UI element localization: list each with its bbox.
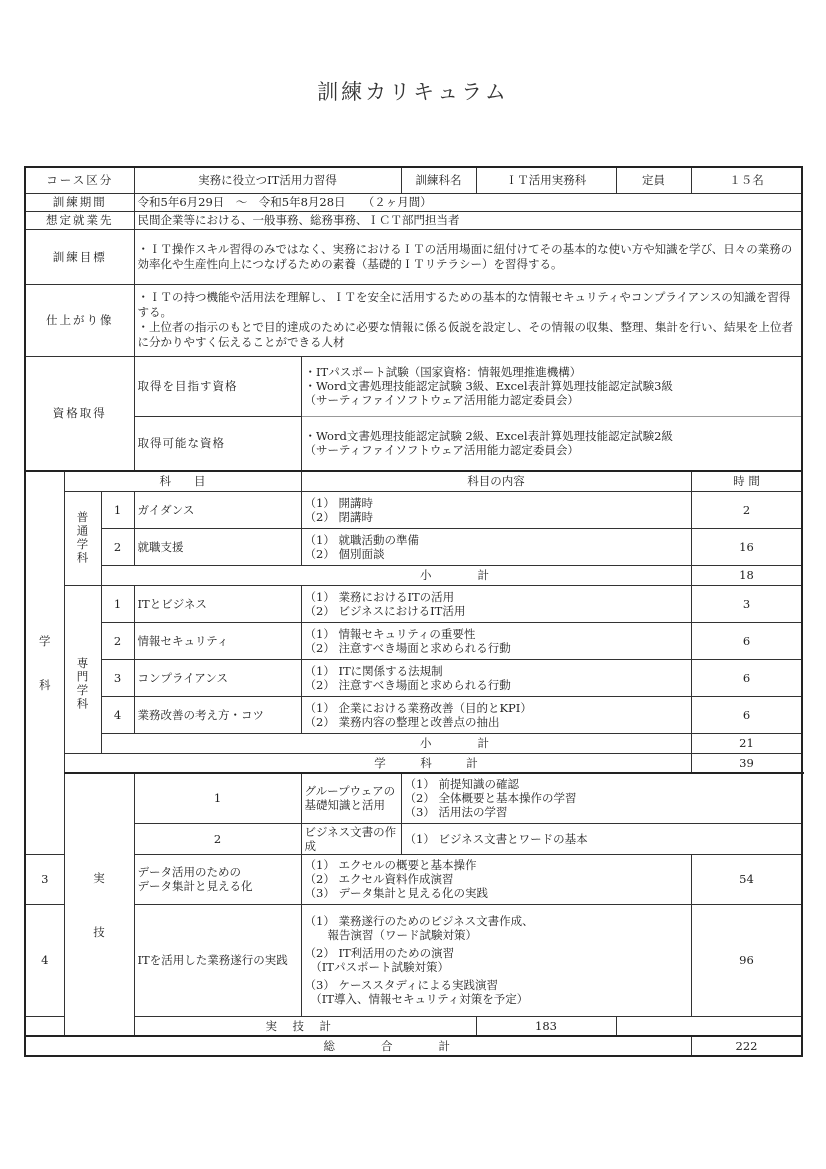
course-name-value: ＩＴ活用実務科 <box>476 167 616 193</box>
target-jobs-label: 想定就業先 <box>25 211 134 229</box>
course-category-label: コース区分 <box>25 167 134 193</box>
capacity-value: １５名 <box>691 167 802 193</box>
item-contents <box>301 622 691 659</box>
qualification-line: （サーティファイソフトウェア活用能力認定委員会） <box>304 443 579 458</box>
item-hours: 54 <box>691 854 802 904</box>
item-number: 4 <box>101 696 134 733</box>
content-line: （2） 個別面談 <box>304 546 385 561</box>
grand-total-value: 222 <box>691 1036 802 1056</box>
specialized-subtotal-value: 21 <box>691 733 802 753</box>
item-name: コンプライアンス <box>134 659 301 696</box>
qualification-possible-label: 取得可能な資格 <box>134 416 301 471</box>
content-line: （1） 就職活動の準備 <box>304 532 419 547</box>
item-name: データ活用のための データ集計と見える化 <box>134 854 301 904</box>
practical-label-char: 技 <box>93 924 105 939</box>
item-name: グループウェアの 基礎知識と活用 <box>301 773 401 823</box>
subject-header: 科 目 <box>64 471 301 491</box>
outcome-line: ・ＩＴの持つ機能や活用法を理解し、ＩＴを安全に活用するための基本的な情報セキュリティやコンプライアンスの知識を習得する。 <box>137 290 791 319</box>
qualifications-label: 資格取得 <box>25 356 134 471</box>
content-line: （1） ビジネス文書とワードの基本 <box>404 831 588 846</box>
content-line: （3） 活用法の学習 <box>404 805 508 820</box>
content-line: （1） 情報セキュリティの重要性 <box>304 626 476 641</box>
item-number: 1 <box>101 491 134 528</box>
item-hours: 3 <box>691 585 802 622</box>
item-contents <box>301 696 691 733</box>
item-number: 1 <box>134 773 301 823</box>
qualification-target-label: 取得を目指す資格 <box>134 356 301 416</box>
item-name: 就職支援 <box>134 528 301 565</box>
content-line: （3） データ集計と見える化の実践 <box>304 886 488 900</box>
specialized-label <box>64 585 101 753</box>
content-line: （2） 注意すべき場面と求められる行動 <box>304 640 511 655</box>
item-contents <box>401 773 802 823</box>
specialized-item-row <box>25 585 802 622</box>
qualification-target-row <box>25 356 802 416</box>
outcome-row <box>25 284 802 356</box>
practical-total-row <box>25 1016 802 1036</box>
practical-total-value: 183 <box>476 1016 616 1036</box>
academic-label-char: 学 <box>39 633 51 648</box>
qualification-possible-value <box>301 416 802 471</box>
period-row <box>25 193 802 211</box>
item-number: 2 <box>101 622 134 659</box>
content-line: （3） ケーススタディによる実践演習 （IT導入、情報セキュリティ対策を予定） <box>304 978 529 1006</box>
item-contents <box>301 491 691 528</box>
content-line: （2） 閉講時 <box>304 509 373 524</box>
practical-item-row <box>25 823 802 854</box>
item-name: 情報セキュリティ <box>134 622 301 659</box>
content-line: （2） 注意すべき場面と求められる行動 <box>304 677 511 692</box>
item-contents <box>301 854 691 904</box>
item-number: 2 <box>101 528 134 565</box>
practical-item-row <box>25 854 802 904</box>
item-contents <box>301 528 691 565</box>
period-label: 訓練期間 <box>25 193 134 211</box>
item-contents <box>301 904 691 1016</box>
item-name: ビジネス文書の作成 <box>301 823 401 854</box>
academic-total-value: 39 <box>691 753 802 773</box>
content-line: （1） 業務におけるITの活用 <box>304 589 455 604</box>
academic-label-char: 科 <box>39 677 51 692</box>
practical-label <box>64 773 134 1036</box>
item-number: 1 <box>101 585 134 622</box>
content-line: （1） 開講時 <box>304 495 373 510</box>
content-line: （2） エクセル資料作成演習 <box>304 872 454 886</box>
practical-item-row <box>25 773 802 823</box>
content-line: （2） 全体概要と基本操作の学習 <box>404 791 577 806</box>
specialized-item-row <box>25 696 802 733</box>
content-line: （2） IT利活用のための演習 （ITパスポート試験対策） <box>304 946 455 974</box>
content-line: （2） ビジネスにおけるIT活用 <box>304 603 466 618</box>
content-line: （1） ITに関係する法規制 <box>304 663 443 678</box>
item-contents <box>301 585 691 622</box>
grand-total-label: 総 合 計 <box>25 1036 691 1056</box>
target-jobs-value: 民間企業等における、一般事務、総務事務、ＩＣＴ部門担当者 <box>134 211 802 229</box>
goal-label: 訓練目標 <box>25 229 134 284</box>
item-number: 2 <box>134 823 301 854</box>
curriculum-header-row <box>25 471 802 491</box>
item-name: ITとビジネス <box>134 585 301 622</box>
specialized-subtotal-label: 小 計 <box>101 733 691 753</box>
content-line: （2） 業務内容の整理と改善点の抽出 <box>304 714 500 729</box>
qualification-line: （サーティファイソフトウェア活用能力認定委員会） <box>304 393 579 407</box>
content-line: （1） 企業における業務改善（目的とKPI） <box>304 700 532 715</box>
course-row <box>25 167 802 193</box>
item-number: 3 <box>101 659 134 696</box>
hours-header: 時 間 <box>691 471 802 491</box>
general-subtotal-row <box>25 565 802 585</box>
practical-item-row <box>25 904 802 1016</box>
academic-total-row <box>25 753 802 773</box>
content-header: 科目の内容 <box>301 471 691 491</box>
capacity-label: 定員 <box>616 167 691 193</box>
period-value: 令和5年6月29日 ～ 令和5年8月28日 （２ヶ月間） <box>134 193 802 211</box>
general-label-text: 普通学科 <box>75 511 90 565</box>
practical-total-label: 実 技 計 <box>25 1016 476 1036</box>
general-label <box>64 491 101 585</box>
qualification-line: ・Word文書処理技能認定試験 3級、Excel表計算処理技能認定試験3級 <box>304 379 673 393</box>
item-number: 3 <box>25 854 64 904</box>
item-name: ガイダンス <box>134 491 301 528</box>
content-line: （1） エクセルの概要と基本操作 <box>304 858 477 872</box>
item-number: 4 <box>25 904 64 1016</box>
content-line: （1） 前提知識の確認 <box>404 777 519 792</box>
curriculum-table <box>24 166 803 1057</box>
outcome-label: 仕上がり像 <box>25 284 134 356</box>
general-subtotal-label: 小 計 <box>101 565 691 585</box>
target-jobs-row <box>25 211 802 229</box>
specialized-item-row <box>25 622 802 659</box>
item-hours: 96 <box>691 904 802 1016</box>
grand-total-row <box>25 1036 802 1056</box>
item-name: ITを活用した業務遂行の実践 <box>134 904 301 1016</box>
item-contents <box>301 659 691 696</box>
content-line: （1） 業務遂行のためのビジネス文書作成、 報告演習（ワード試験対策） <box>304 914 534 942</box>
qualification-target-value <box>301 356 802 416</box>
specialized-item-row <box>25 659 802 696</box>
course-name-label: 訓練科名 <box>401 167 476 193</box>
qualification-possible-row <box>25 416 802 471</box>
item-name: 業務改善の考え方・コツ <box>134 696 301 733</box>
general-item-row <box>25 491 802 528</box>
outcome-line: ・上位者の指示のもとで目的達成のために必要な情報に係る仮説を設定し、その情報の収集、整理、集計を行い、結果を上位者に分かりやすく伝えることができる人材 <box>137 320 793 349</box>
general-subtotal-value: 18 <box>691 565 802 585</box>
item-hours: 6 <box>691 622 802 659</box>
goal-row <box>25 229 802 284</box>
goal-value: ・ＩＴ操作スキル習得のみではなく、実務におけるＩＴの活用場面に紐付けてその基本的な使い方や知識を学び、日々の業務の効率化や生産性向上につなげるための素養（基礎的ＩＴリテラシー）を習得する。 <box>134 229 802 284</box>
practical-label-char: 実 <box>93 870 105 885</box>
outcome-value <box>134 284 802 356</box>
item-hours: 16 <box>691 528 802 565</box>
academic-total-label: 学 科 計 <box>64 753 691 773</box>
academic-label <box>25 471 64 854</box>
qualification-line: ・ITパスポート試験（国家資格：情報処理推進機構） <box>304 365 582 379</box>
qualification-line: ・Word文書処理技能認定試験 2級、Excel表計算処理技能認定試験2級 <box>304 429 673 444</box>
specialized-subtotal-row <box>25 733 802 753</box>
general-item-row <box>25 528 802 565</box>
item-contents <box>401 823 802 854</box>
item-hours: 6 <box>691 659 802 696</box>
item-hours: 6 <box>691 696 802 733</box>
course-category-value: 実務に役立つIT活用力習得 <box>134 167 401 193</box>
item-hours: 2 <box>691 491 802 528</box>
specialized-label-text: 専門学科 <box>75 657 90 711</box>
page-title: 訓練カリキュラム <box>317 80 509 104</box>
